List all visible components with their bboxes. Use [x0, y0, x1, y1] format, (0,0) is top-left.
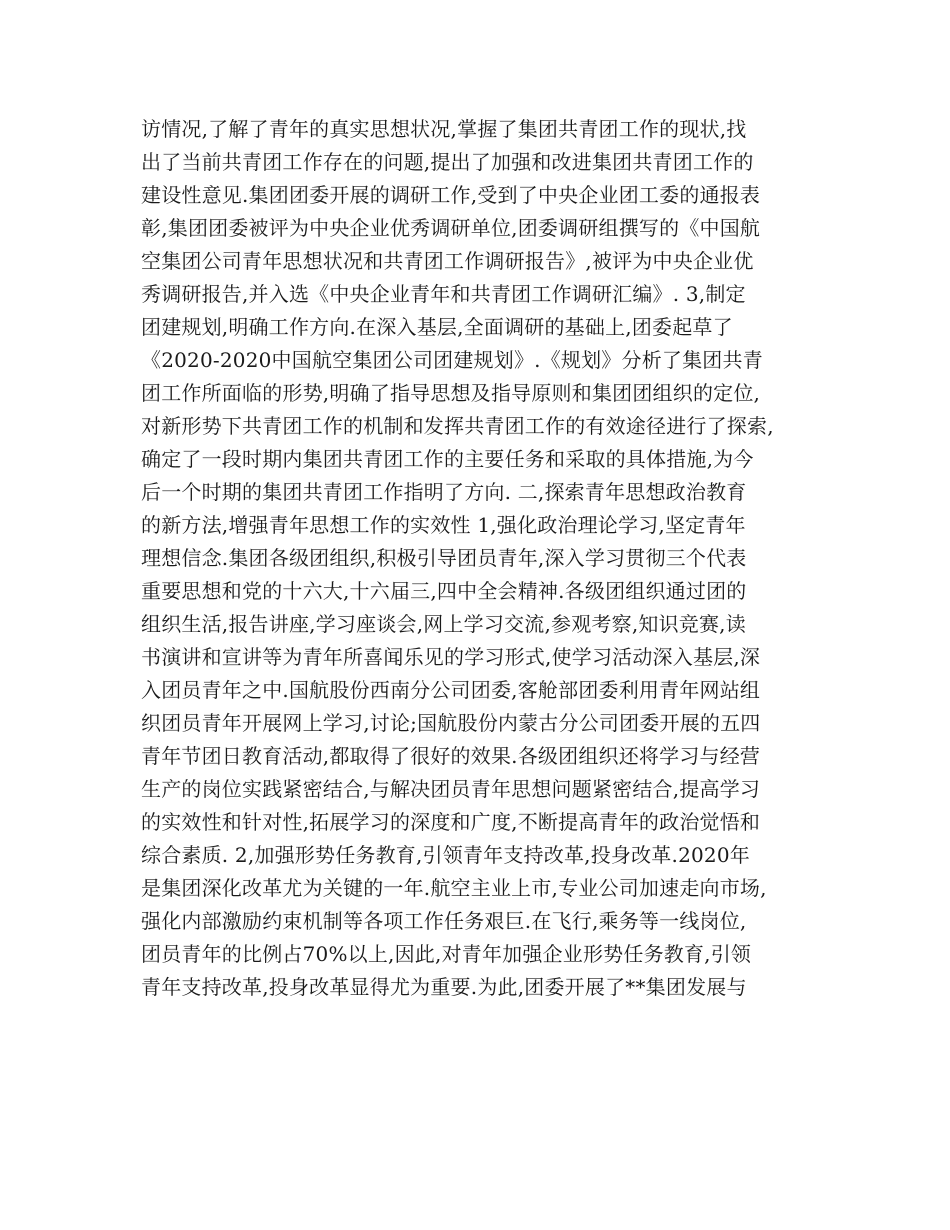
text-line: 青年支持改革,投身改革显得尤为重要.为此,团委开展了**集团发展与 [141, 975, 747, 999]
text-line: 建设性意见.集团团委开展的调研工作,受到了中央企业团工委的通报表 [141, 183, 761, 207]
text-line: 空集团公司青年思想状况和共青团工作调研报告》,被评为中央企业优 [141, 249, 754, 273]
text-line: 团工作所面临的形势,明确了指导思想及指导原则和集团团组织的定位, [141, 381, 761, 405]
text-line: 理想信念.集团各级团组织,积极引导团员青年,深入学习贯彻三个代表 [141, 546, 747, 570]
text-line: 彰,集团团委被评为中央企业优秀调研单位,团委调研组撰写的《中国航 [141, 216, 761, 240]
text-line: 的新方法,增强青年思想工作的实效性 1,强化政治理论学习,坚定青年 [141, 513, 746, 537]
text-line: 的实效性和针对性,拓展学习的深度和广度,不断提高青年的政治觉悟和 [141, 810, 761, 834]
text-line: 强化内部激励约束机制等各项工作任务艰巨.在飞行,乘务等一线岗位, [141, 909, 747, 933]
text-line: 后一个时期的集团共青团工作指明了方向. 二,探索青年思想政治教育 [141, 480, 747, 504]
text-line: 出了当前共青团工作存在的问题,提出了加强和改进集团共青团工作的 [141, 150, 754, 174]
body-text [141, 113, 821, 1004]
text-line: 组织生活,报告讲座,学习座谈会,网上学习交流,参观考察,知识竞赛,读 [141, 612, 746, 636]
text-line: 织团员青年开展网上学习,讨论;国航股份内蒙古分公司团委开展的五四 [141, 711, 761, 735]
text-line: 青年节团日教育活动,都取得了很好的效果.各级团组织还将学习与经营 [141, 744, 761, 768]
text-line: 生产的岗位实践紧密结合,与解决团员青年思想问题紧密结合,提高学习 [141, 777, 761, 801]
text-line: 访情况,了解了青年的真实思想状况,掌握了集团共青团工作的现状,找 [141, 117, 747, 141]
text-line: 团员青年的比例占70%以上,因此,对青年加强企业形势任务教育,引领 [141, 942, 752, 966]
text-line: 《2020-2020中国航空集团公司团建规划》.《规划》分析了集团共青 [141, 348, 763, 372]
text-line: 重要思想和党的十六大,十六届三,四中全会精神.各级团组织通过团的 [141, 579, 747, 603]
text-line: 综合素质. 2,加强形势任务教育,引领青年支持改革,投身改革.2020年 [141, 843, 750, 867]
text-line: 团建规划,明确工作方向.在深入基层,全面调研的基础上,团委起草了 [141, 315, 733, 339]
text-line: 确定了一段时期内集团共青团工作的主要任务和采取的具体措施,为今 [141, 447, 754, 471]
text-line: 对新形势下共青团工作的机制和发挥共青团工作的有效途径进行了探索, [141, 414, 774, 438]
text-line: 秀调研报告,并入选《中央企业青年和共青团工作调研汇编》. 3,制定 [141, 282, 746, 306]
text-line: 是集团深化改革尤为关键的一年.航空主业上市,专业公司加速走向市场, [141, 876, 767, 900]
text-line: 书演讲和宣讲等为青年所喜闻乐见的学习形式,使学习活动深入基层,深 [141, 645, 761, 669]
text-line: 入团员青年之中.国航股份西南分公司团委,客舱部团委利用青年网站组 [141, 678, 761, 702]
